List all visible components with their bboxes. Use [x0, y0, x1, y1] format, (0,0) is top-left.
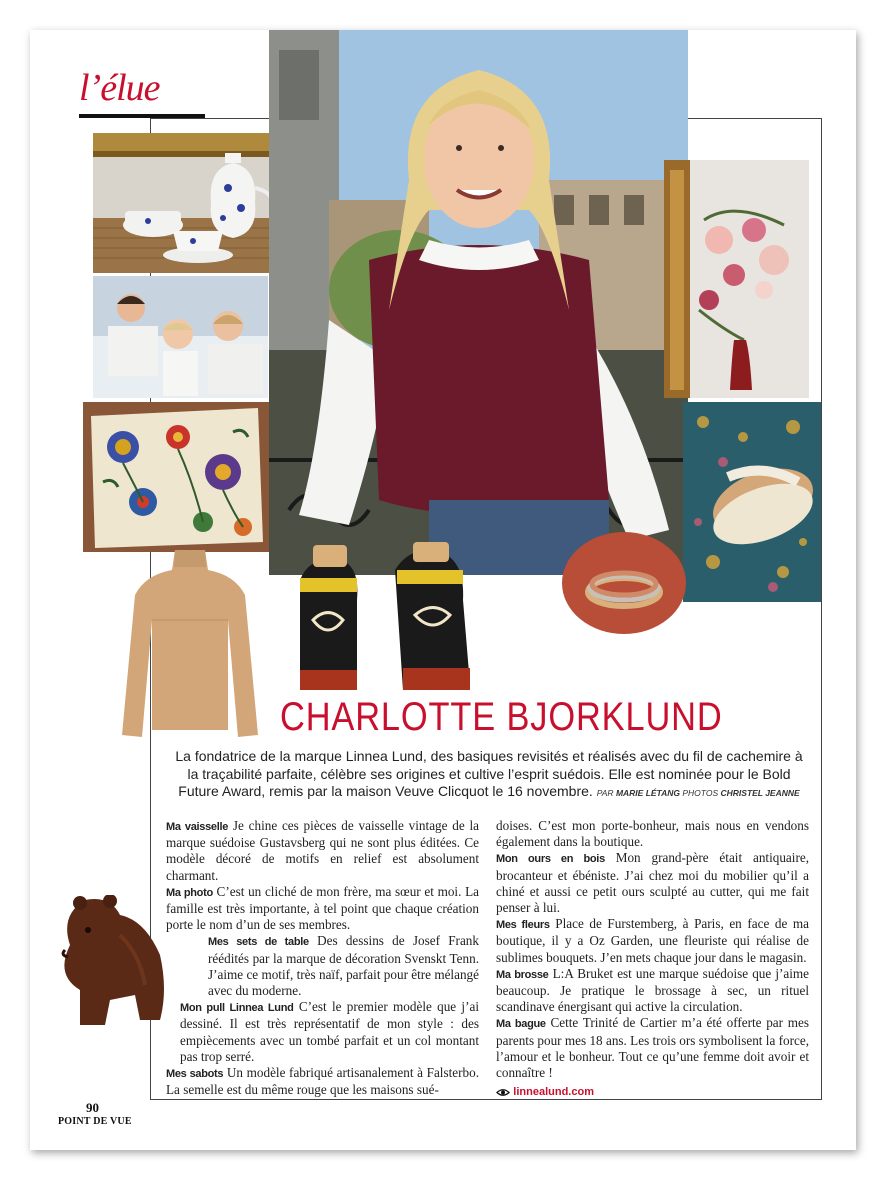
kw-sabots: Mes sabots: [166, 1068, 224, 1081]
para-pull: [180, 999, 479, 1065]
section-label: l’élue: [79, 67, 160, 109]
kw-brosse: Ma brosse: [496, 968, 549, 981]
para-sabots-cont: doises. C’est mon porte-bonheur, mais nous en vendons également dans la boutique.: [496, 818, 809, 850]
para-ours: [496, 850, 809, 916]
photo-portrait: [269, 30, 688, 575]
para-fleurs: [496, 916, 809, 966]
para-photo: [166, 884, 479, 934]
intro-text: La fondatrice de la marque Linnea Lund, des basiques revisités et réalisés avec du fil de cachemire à la traçabilité parfaite, célèbre ses origines et cultive l’esprit suédois. Elle est nominée pour le Bold Future Award, remis par la maison Veuve Clicquot le 16 novembre.: [175, 748, 803, 799]
website-link[interactable]: linnealund.com: [513, 1086, 594, 1099]
kw-fleurs: Mes fleurs: [496, 919, 550, 932]
article-intro: [170, 748, 808, 803]
kw-photo: Ma photo: [166, 886, 213, 899]
text-pull: C’est le premier modèle que j’ai dessiné. Il est très représentatif de mon style : des empiècements avec un tombé parfait et un col montant pas trop serré.: [180, 999, 479, 1064]
article-title: CHARLOTTE BJORKLUND: [280, 695, 723, 739]
text-brosse: L:A Bruket est une marque suédoise que j’aime beaucoup. Je pratique le brossage à sec, un rituel scandinave énergisant qui active la circulation.: [496, 965, 810, 1015]
photo-clogs: [285, 540, 490, 700]
para-sabots: [166, 1065, 479, 1098]
text-ours: Mon grand-père était antiquaire, brocanteur et ébéniste. J’ai chez moi du mobilier qu’il a chiné et aussi ce petit ours sculpté au cutter, qui me fait penser à lui.: [496, 850, 809, 916]
kw-pull: Mon pull Linnea Lund: [180, 1002, 294, 1015]
para-bague: [496, 1015, 809, 1081]
text-bague: Cette Trinité de Cartier m’a été offerte par mes parents pour mes 18 ans. Les trois ors symbolisent la force, l’amour et le bonheur. Tout ce qu’une femme doit avoir et connaître !: [496, 1015, 809, 1081]
website-line: [496, 1083, 809, 1100]
text-photo: C’est un cliché de mon frère, ma sœur et moi. La famille est très importante, à tel point que chaque création porte le nom d’un de ses membres.: [166, 883, 479, 933]
para-vaisselle: [166, 818, 479, 884]
kw-vaisselle: Ma vaisselle: [166, 821, 229, 833]
photo-bear: [50, 895, 170, 1030]
publication-name: POINT DE VUE: [58, 1116, 132, 1127]
photo-placemat: [83, 402, 270, 552]
text-column-left: [166, 818, 479, 1098]
photo-family: [93, 276, 268, 398]
text-column-right: [496, 818, 809, 1100]
photo-brush: [683, 402, 821, 602]
text-sets: Des dessins de Josef Frank réédités par la marque de décoration Svenskt Tenn. J’aime ce motif, très naïf, parfait pour être mélangé avec du moderne.: [208, 933, 479, 999]
photo-sweater: [120, 545, 260, 740]
text-fleurs: Place de Furstemberg, à Paris, en face de ma boutique, il y a Oz Garden, une fleuriste qui réalise de sublimes bouquets. J’en mets chaque jour dans le magasin.: [496, 916, 809, 965]
credits: [597, 788, 800, 798]
kw-sets: Mes sets de table: [208, 936, 309, 949]
text-sabots: Un modèle fabriqué artisanalement à Falsterbo. La semelle est du même rouge que les maisons sué-: [166, 1065, 479, 1098]
credit-photos: PHOTOS: [682, 788, 719, 798]
kw-bague: Ma bague: [496, 1018, 546, 1031]
section-rule: [79, 114, 205, 118]
para-sets: [208, 933, 479, 999]
kw-ours: Mon ours en bois: [496, 853, 605, 866]
text-vaisselle: Je chine ces pièces de vaisselle vintage de la marque suédoise Gustavsberg qui ne sont plus éditées. Ce modèle décoré de motifs en relief est absolument charmant.: [166, 818, 479, 883]
photo-flowers: [664, 160, 809, 398]
credit-par: PAR: [596, 788, 614, 798]
photo-ring: [562, 532, 686, 634]
credit-photographer: CHRISTEL JEANNE: [720, 788, 800, 798]
credit-author: MARIE LÉTANG: [615, 788, 680, 798]
page-number: 90: [86, 1100, 99, 1115]
para-brosse: [496, 966, 809, 1016]
eye-icon: [496, 1088, 510, 1097]
